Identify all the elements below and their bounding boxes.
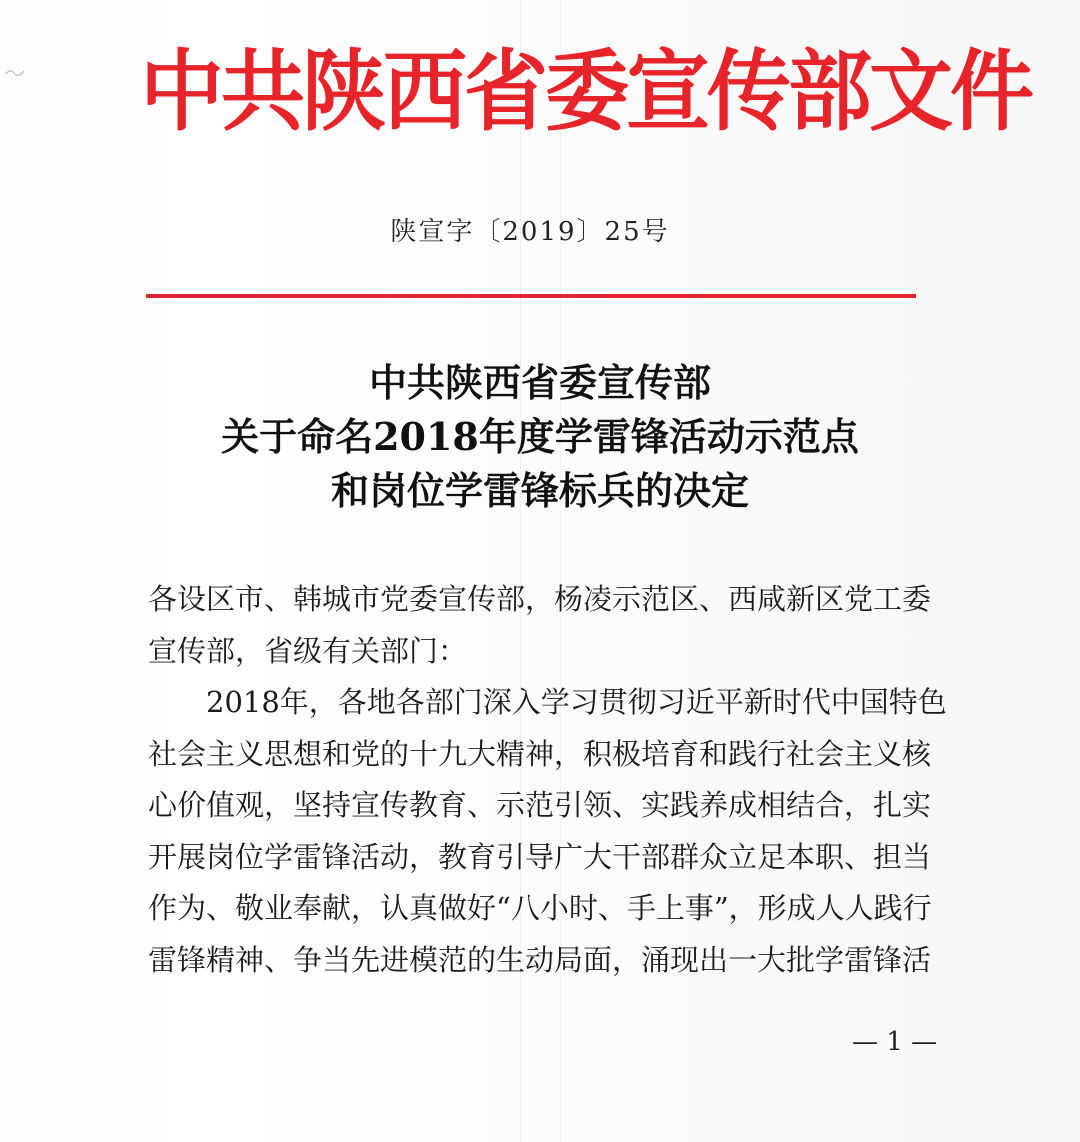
- paragraph-line: 社会主义思想和党的十九大精神，积极培育和践行社会主义核: [148, 736, 932, 771]
- document-masthead: 中共陕西省委宣传部文件: [140, 40, 1032, 144]
- document-body: [148, 574, 947, 986]
- salutation-line: 宣传部，省级有关部门：: [148, 633, 468, 668]
- paragraph-line: 作为、敬业奉献，认真做好“八小时、手上事”，形成人人践行: [148, 891, 932, 925]
- scan-speck-mark: [4, 66, 26, 78]
- document-title: [0, 356, 1080, 518]
- paragraph-line: 开展岗位学雷锋活动，教育引导广大干部群众立足本职、担当: [148, 839, 932, 874]
- red-separator-rule: [146, 294, 916, 298]
- paragraph-line: 2018年，各地各部门深入学习贯彻习近平新时代中国特色: [206, 685, 947, 719]
- document-number: 陕宣字〔2019〕25号: [390, 217, 670, 247]
- salutation-line: 各设区市、韩城市党委宣传部，杨凌示范区、西咸新区党工委: [148, 582, 932, 616]
- title-line: 关于命名2018年度学雷锋活动示范点: [221, 414, 859, 459]
- title-line: 中共陕西省委宣传部: [368, 360, 711, 405]
- title-line: 和岗位学雷锋标兵的决定: [330, 468, 749, 513]
- page-number: — 1 —: [852, 1027, 938, 1057]
- paragraph-line: 心价值观，坚持宣传教育、示范引领、实践养成相结合，扎实: [148, 788, 932, 822]
- paragraph-line: 雷锋精神、争当先进模范的生动局面，涌现出一大批学雷锋活: [148, 942, 932, 977]
